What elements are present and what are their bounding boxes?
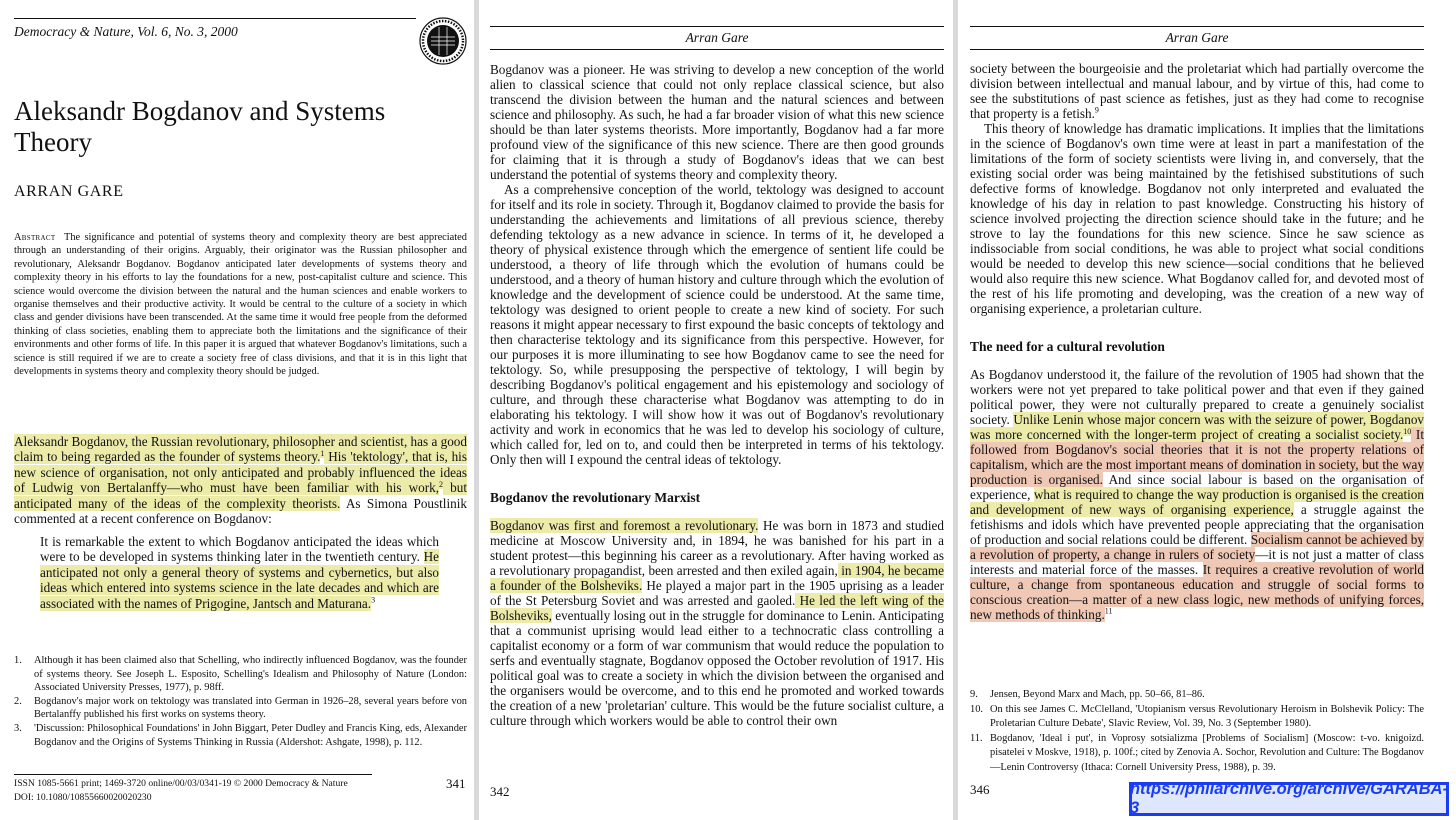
footnote-number: 11. bbox=[970, 732, 983, 744]
footnote-ref[interactable]: 10 bbox=[1403, 426, 1412, 436]
paragraph: As a comprehensive conception of the world, tektology was designed to account for itself and its role in society. Through it, Bogdanov claimed to provide the basis for understanding the achievements and limitations of all previous science, thereby defending tektology as a new advance in science. In terms of it, he developed a theory of physical existence through which the emergence of sentient life could be understood, a theory of life through which the evolution of humans could be understood, and a theory of human history and culture through which the evolution of knowledge and the development of science could be understood. At the same time, tektology was designed to orient people to create a new kind of society. For such reasons it might appear necessary to first expound the basic concepts of tektology and then characterise tektology and its significance from this perspective. However, for our purposes it is more illuminating to see how Bogdanov came to see the need for tektology. So, while presupposing the perspective of tektology, I will begin by describing Bogdanov's political engagement and his epistemology and sociology of culture, and through these characterise what Bogdanov was attempting to do in elaborating his tektology. I will show how it was out of Bogdanov's revolutionary activity and work in economics that he was led to develop his sociology of culture, which called for, led on to, and could then be interpreted in terms of his tektology. Only then will I expound the central ideas of tektology. bbox=[490, 182, 944, 467]
body-text: As Simona Poustlinik commented at a recent conference on Bogdanov: bbox=[14, 495, 467, 527]
carfax-publishing-seal bbox=[419, 17, 467, 65]
highlight-span-red: Socialism cannot be achieved by a revolution of property, a change in rulers of society bbox=[970, 532, 1424, 562]
footnote-ref[interactable]: 1 bbox=[320, 449, 325, 459]
highlight-span-red: It requires a creative revolution of world culture, a change from spontaneous education and struggle of social forms to conscious creation—a matter of a new class logic, new methods of unifying forces, new methods of thinking. bbox=[970, 562, 1424, 622]
footnote-number: 10. bbox=[970, 703, 983, 715]
footnotes bbox=[970, 688, 1424, 776]
body-text: He was born in 1873 and studied medicine at Moscow University and, in 1894, he was banished for his part in a student protest—this beginning his career as a revolutionary. After having worked as a revolutionary propagandist, been arrested and then exiled again, bbox=[490, 518, 945, 578]
quote-text: It is remarkable the extent to which Bogdanov anticipated the ideas which were to be developed in systems thinking later in the twentieth century. bbox=[40, 534, 439, 565]
block-quote bbox=[40, 534, 439, 611]
intro-paragraph bbox=[14, 434, 467, 526]
article-author: ARRAN GARE bbox=[14, 183, 124, 200]
abstract-label: Abstract bbox=[14, 232, 56, 243]
footnote-ref[interactable]: 9 bbox=[1094, 105, 1099, 115]
body-text: —it is not just a matter of class interests and material force of the masses. bbox=[970, 547, 1424, 577]
section-heading: The need for a cultural revolution bbox=[970, 339, 1165, 354]
footnote bbox=[970, 703, 1424, 732]
footnote bbox=[970, 732, 1424, 776]
footnote bbox=[970, 688, 1424, 703]
body-text: As Bogdanov understood it, the failure of the revolution of 1905 had shown that the workers were not yet prepared to take political power and that even if they gained political power, they were not culturally prepared to create a genuinely socialist society. bbox=[970, 367, 1424, 427]
footnote-text: Jensen, Beyond Marx and Mach, pp. 50–66, 81–86. bbox=[990, 689, 1205, 700]
footnote bbox=[14, 722, 467, 749]
page-number: 346 bbox=[970, 782, 990, 797]
page-341 bbox=[0, 0, 474, 820]
paragraph: Bogdanov was a pioneer. He was striving to develop a new conception of the world alien to classical science that could not only replace classical science, but also transcend the division between the human and the natural sciences and between science and philosophy. As such, he had a far broader vision of what this new science should be than later systems theorists. More importantly, Bogdanov had a far more profound view of the significance of this new science. There are then good grounds for claiming that it is through a study of Bogdanov's ideas that we can best understand the potential of systems theory and complexity theory. bbox=[490, 62, 944, 182]
paragraph bbox=[970, 61, 1424, 121]
highlight-span: He anticipated not only a general theory of systems and cybernetics, but also ideas which entered into systems science in the late decades and which are associated with the names of Prigogine, Jantsch and Maturana. bbox=[40, 549, 439, 611]
page-346 bbox=[958, 0, 1456, 820]
page-body bbox=[490, 62, 944, 728]
paragraph bbox=[490, 518, 944, 728]
footnote-number: 9. bbox=[970, 689, 978, 700]
body-text: He played a major part in the 1905 uprising as a leader of the St Petersburg Soviet and was arrested and gaoled. bbox=[490, 578, 945, 608]
paragraph: This theory of knowledge has dramatic implications. It implies that the limitations in the science of Bogdanov's own time were at least in part a manifestation of the limitations of the form of society scientists were living in, and conversely, that the existing social order was being maintained by the fetishised substitutions of such defective forms of knowledge. Bogdanov not only interpreted and evaluated the knowledge of his day in relation to past knowledge. Constructing his history of science involved projecting the direction science should take in the future; and he strove to lay the foundations for this new science. Since he saw science as indissociable from social conditions, he was able to project what social conditions would be needed to develop this new science—social conditions that he believed would also require this new science. What Bogdanov called for, and devoted most of the rest of his life promoting and developing, was the creation of a new way of organising experience, a proletarian culture. bbox=[970, 121, 1424, 316]
footnote-number: 1. bbox=[14, 655, 22, 666]
section-heading: Bogdanov the revolutionary Marxist bbox=[490, 490, 701, 505]
footnote-text: Although it has been claimed also that Schelling, who indirectly influenced Bogdanov, was the founder of systems theory. See Joseph L. Esposito, Schelling's Idealism and Philosophy of Nature (London: Associated University Presses, 1977), p. 98ff. bbox=[34, 655, 467, 694]
running-head: Arran Gare bbox=[490, 26, 944, 50]
body-text: And since social labour is based on the organisation of experience, bbox=[970, 472, 1424, 502]
issn-footer bbox=[14, 774, 372, 805]
footnote-number: 2. bbox=[14, 695, 22, 707]
highlight-span: Bogdanov was first and foremost a revolutionary. bbox=[490, 518, 759, 533]
highlight-span: Aleksandr Bogdanov, the Russian revolutionary, philosopher and scientist, has a good claim to being regarded as the founder of systems theory. bbox=[14, 434, 467, 465]
page-number: 342 bbox=[490, 784, 510, 799]
paragraph bbox=[970, 367, 1424, 622]
doi-line: DOI: 10.1080/10855660020020230 bbox=[14, 792, 152, 803]
body-text: eventually losing out in the struggle for dominance to Lenin. Anticipating that a communist uprising would lead either to a technocratic class controlling a capitalist economy or a form of war communism that would reduce the population to serfs and eventually stagnate, Bogdanov opposed the October revolution of 1917. His political goal was to create a society in which the division between the organised and the organisers would be overcome, and to this end he promoted and worked towards the creation of a new 'proletarian' culture. This would be the future socialist culture, a culture through which workers would be able to control their own bbox=[490, 608, 944, 728]
footnote-ref[interactable]: 3 bbox=[371, 595, 376, 605]
footnote-ref[interactable]: 11 bbox=[1104, 606, 1113, 616]
page-342 bbox=[479, 0, 953, 820]
highlight-span: what is required to change the way production is organised is the creation and development of new ways of organising experience, bbox=[970, 487, 1424, 517]
highlight-span: Unlike Lenin whose major concern was with the seizure of power, Bogdanov was more concerned with the longer-term project of creating a socialist society. bbox=[970, 412, 1425, 442]
footnote bbox=[14, 695, 467, 722]
footnote-text: Bogdanov, 'Ideal i put', in Voprosy sotsializma [Problems of Socialism] (Moscow: t-vo. knigoizd. pisatelei v Moskve, 1918), p. 100f.; cited by Zenovia A. Sochor, Revolution and Culture: The Bogdanov—Lenin Controversy (Ithaca: Cornell University Press, 1988), p. 39. bbox=[990, 732, 1424, 773]
article-title: Aleksandr Bogdanov and Systems Theory bbox=[14, 96, 386, 157]
footnote bbox=[14, 654, 467, 695]
abstract bbox=[14, 231, 467, 378]
footnote-text: On this see James C. McClelland, 'Utopianism versus Revolutionary Heroism in Bolshevik Policy: The Proletarian Culture Debate', Slavic Review, Vol. 39, No. 3 (September 1980). bbox=[990, 703, 1424, 730]
running-head: Arran Gare bbox=[970, 26, 1424, 50]
footnotes bbox=[14, 654, 467, 749]
footnote-text: Bogdanov's major work on tektology was translated into German in 1926–28, several years before von Bertalanffy published his first works on systems theory. bbox=[34, 695, 467, 721]
issn-line: ISSN 1085-5661 print; 1469-3720 online/00/03/0341-19 © 2000 Democracy & Nature bbox=[14, 778, 348, 789]
philarchive-url-link[interactable]: https://philarchive.org/archive/GARABA-3 bbox=[1129, 780, 1449, 817]
footnote-ref[interactable]: 2 bbox=[439, 479, 444, 489]
footnote-number: 3. bbox=[14, 722, 22, 734]
highlight-span: in 1904, he became a founder of the Bolsheviks. bbox=[490, 563, 944, 593]
footnote-text: 'Discussion: Philosophical Foundations' in John Biggart, Peter Dudley and Francis King, eds, Alexander Bogdanov and the Origins of Systems Thinking in Russia (Aldershot: Ashgate, 1998), p. 112. bbox=[34, 722, 467, 748]
page-number: 341 bbox=[446, 776, 466, 791]
abstract-text: The significance and potential of systems theory and complexity theory are best appreciated through an understanding of their origins. Arguably, their originator was the Russian philosopher and revolutionary, Aleksandr Bogdanov. Bogdanov anticipated later developments of systems theory and complexity theory in his efforts to lay the foundations for a new, post-capitalist culture and science. This science would overcome the division between the natural and the human sciences and enable workers to organise themselves and their productive activity. It would be central to the culture of a society in which class and gender divisions have been transcended. At the same time it would free people from the deformed thinking of class societies, enabling them to appreciate both the limitations and the significance of their environments and other forms of life. In this paper it is argued that whatever Bogdanov's limitations, such a science is still required if we are to create a society free of class divisions, and that it is in this light that developments in systems theory and complexity theory should be judged. bbox=[14, 232, 467, 378]
highlight-span: He led the left wing of the Bolsheviks, bbox=[490, 593, 944, 623]
body-text: a struggle against the fetishisms and idols which have prevented people appreciating that the organisation of production and social relations could be different. bbox=[970, 502, 1424, 547]
highlight-span: but anticipated many of the ideas of the complexity theorists. bbox=[14, 480, 467, 511]
highlight-span-red: It followed from Bogdanov's social theories that it is not the property relations of capitalism, which are the most important means of domination in society, but the way production is organised. bbox=[970, 427, 1424, 487]
body-text: society between the bourgeoisie and the proletariat which had partially overcome the division between intellectual and manual labour, and by virtue of this, had come to see the substitutions of past science as fetishes, just as they had come to recognise that property is a fetish. bbox=[970, 61, 1424, 121]
page-body bbox=[970, 61, 1424, 622]
journal-citation: Democracy & Nature, Vol. 6, No. 3, 2000 bbox=[14, 18, 416, 40]
highlight-span: His 'tektology', that is, his new science of organisation, not only anticipated and probably influenced the ideas of Ludwig von Bertalanffy—who must have been familiar with his work, bbox=[14, 449, 467, 496]
